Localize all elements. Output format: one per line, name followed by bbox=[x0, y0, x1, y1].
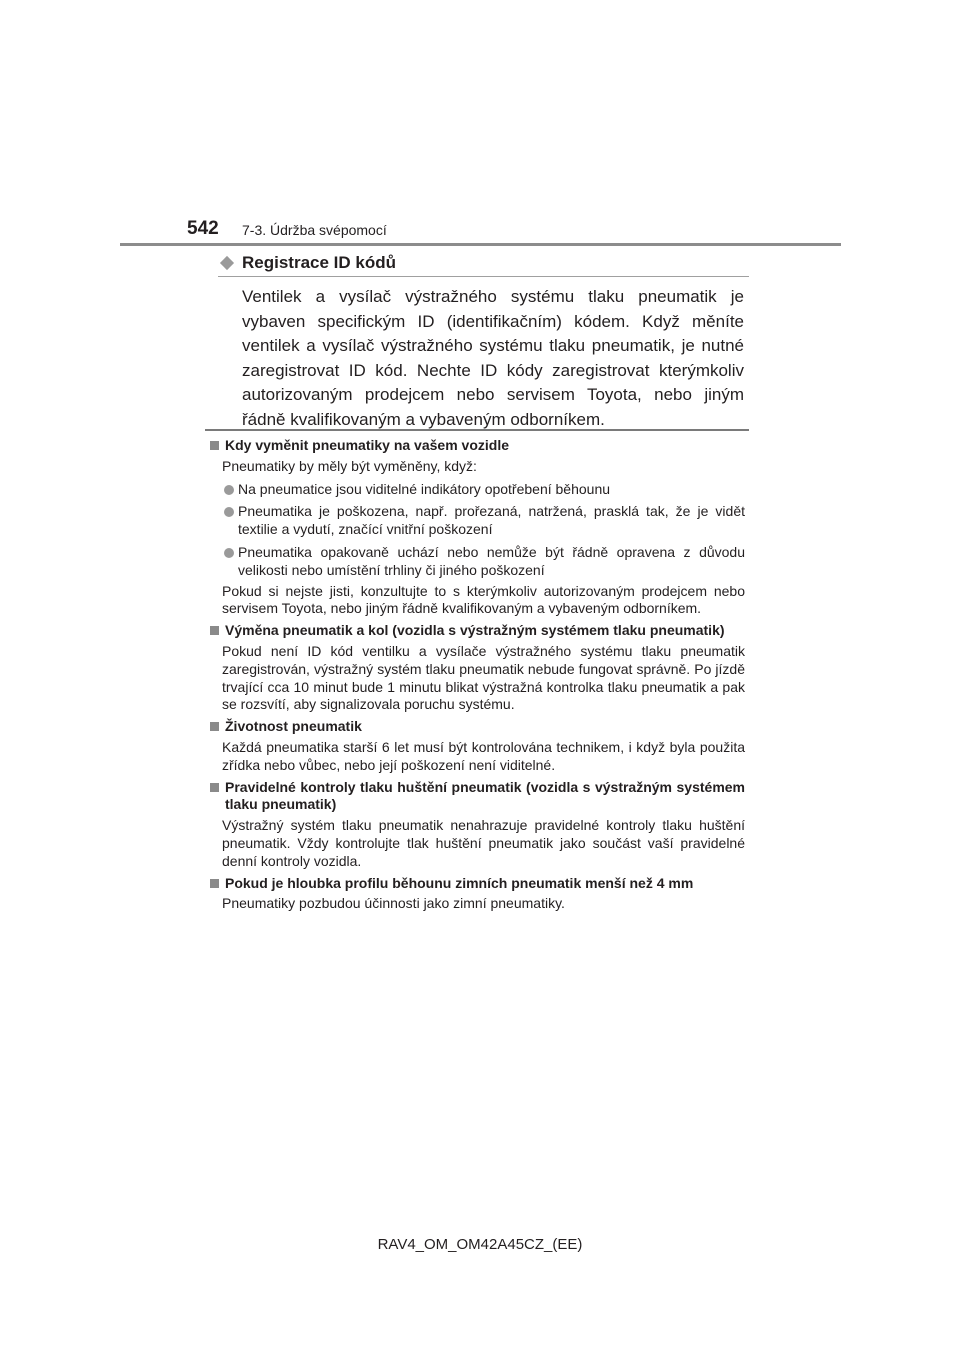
list-item bbox=[209, 481, 745, 499]
list-item bbox=[209, 503, 745, 539]
section-divider bbox=[205, 429, 749, 431]
note-text: Pokud není ID kód ventilku a vysílače výstražného systému tlaku pneumatik zaregistrován, výstražný systém tlaku pneumatik nebude fungovat správně. Po jízdě trvající cca 10 minut bude 1 minutu blikat výstražná kontrolka tlaku pneumatik a pak se rozsvítí, aby signalizovala poruchu systému. bbox=[222, 642, 745, 713]
note-heading bbox=[209, 718, 745, 736]
subsection-divider bbox=[218, 276, 749, 277]
note-heading-text: Pravidelné kontroly tlaku huštění pneumatik (vozidla s výstražným systémem tlaku pneumatik) bbox=[225, 778, 745, 813]
list-item bbox=[209, 544, 745, 580]
note-winter-tread bbox=[209, 875, 745, 914]
note-tire-life bbox=[209, 718, 745, 774]
subsection-title: Registrace ID kódů bbox=[242, 253, 396, 272]
diamond-icon bbox=[220, 256, 234, 270]
note-heading bbox=[209, 622, 745, 640]
list-item-text: Pneumatika opakovaně uchází nebo nemůže být řádně opravena z důvodu velikosti nebo umístění trhliny či jiného poškození bbox=[238, 543, 745, 578]
note-heading bbox=[209, 779, 745, 815]
note-text: Pneumatiky pozbudou účinnosti jako zimní pneumatiky. bbox=[222, 895, 565, 912]
note-heading-text: Životnost pneumatik bbox=[225, 718, 362, 735]
note-text: Výstražný systém tlaku pneumatik nenahrazuje pravidelné kontroly tlaku huštění pneumatik. Vždy kontrolujte tlak huštění pneumatik jako součást vaší pravidelné denní kontroly vozidla. bbox=[222, 817, 745, 869]
circle-bullet-icon bbox=[224, 485, 234, 495]
subsection-heading bbox=[218, 253, 396, 273]
square-bullet-icon bbox=[210, 722, 219, 731]
note-text: Každá pneumatika starší 6 let musí být kontrolována technikem, i když byla použita zřídka nebo vůbec, nebo její poškození není viditelné. bbox=[222, 738, 745, 773]
square-bullet-icon bbox=[210, 783, 219, 792]
section-title: 7-3. Údržba svépomocí bbox=[242, 222, 387, 238]
note-heading-text: Výměna pneumatik a kol (vozidla s výstražným systémem tlaku pneumatik) bbox=[225, 622, 725, 639]
note-intro: Pneumatiky by měly být vyměněny, když: bbox=[222, 457, 477, 474]
note-wheel-replacement bbox=[209, 622, 745, 714]
note-outro: Pokud si nejste jisti, konzultujte to s kterýmkoliv autorizovaným prodejcem nebo servisem Toyota, nebo jiným řádně kvalifikovaným a vybaveným odborníkem. bbox=[222, 582, 745, 617]
notes-list bbox=[209, 437, 745, 917]
page-number: 542 bbox=[187, 218, 219, 239]
note-heading bbox=[209, 437, 745, 455]
square-bullet-icon bbox=[210, 879, 219, 888]
note-tire-replacement bbox=[209, 437, 745, 618]
circle-bullet-icon bbox=[224, 507, 234, 517]
note-pressure-checks bbox=[209, 779, 745, 871]
list-item-text: Na pneumatice jsou viditelné indikátory opotřebení běhounu bbox=[238, 480, 611, 497]
footer-doc-code: RAV4_OM_OM42A45CZ_(EE) bbox=[377, 1236, 583, 1253]
subsection-body: Ventilek a vysílač výstražného systému tlaku pneumatik je vybaven specifickým ID (identifikačním) kódem. Když měníte ventilek a vysílač výstražného systému tlaku pneumatik, je nutné zaregistrovat ID kód. Nechte ID kódy zaregistrovat kterýmkoliv autorizovaným prodejcem nebo servisem Toyota, nebo jiným řádně kvalifikovaným a vybaveným odborníkem. bbox=[242, 287, 744, 429]
list-item-text: Pneumatika je poškozena, např. prořezaná, natržená, prasklá tak, že je vidět textilie a vydutí, značící vnitřní poškození bbox=[238, 503, 745, 538]
note-heading-text: Pokud je hloubka profilu běhounu zimních pneumatik menší než 4 mm bbox=[225, 874, 694, 891]
note-heading-text: Kdy vyměnit pneumatiky na vašem vozidle bbox=[225, 437, 509, 453]
square-bullet-icon bbox=[210, 626, 219, 635]
header-divider bbox=[120, 243, 841, 246]
circle-bullet-icon bbox=[224, 548, 234, 558]
square-bullet-icon bbox=[210, 441, 219, 450]
note-heading bbox=[209, 875, 745, 893]
